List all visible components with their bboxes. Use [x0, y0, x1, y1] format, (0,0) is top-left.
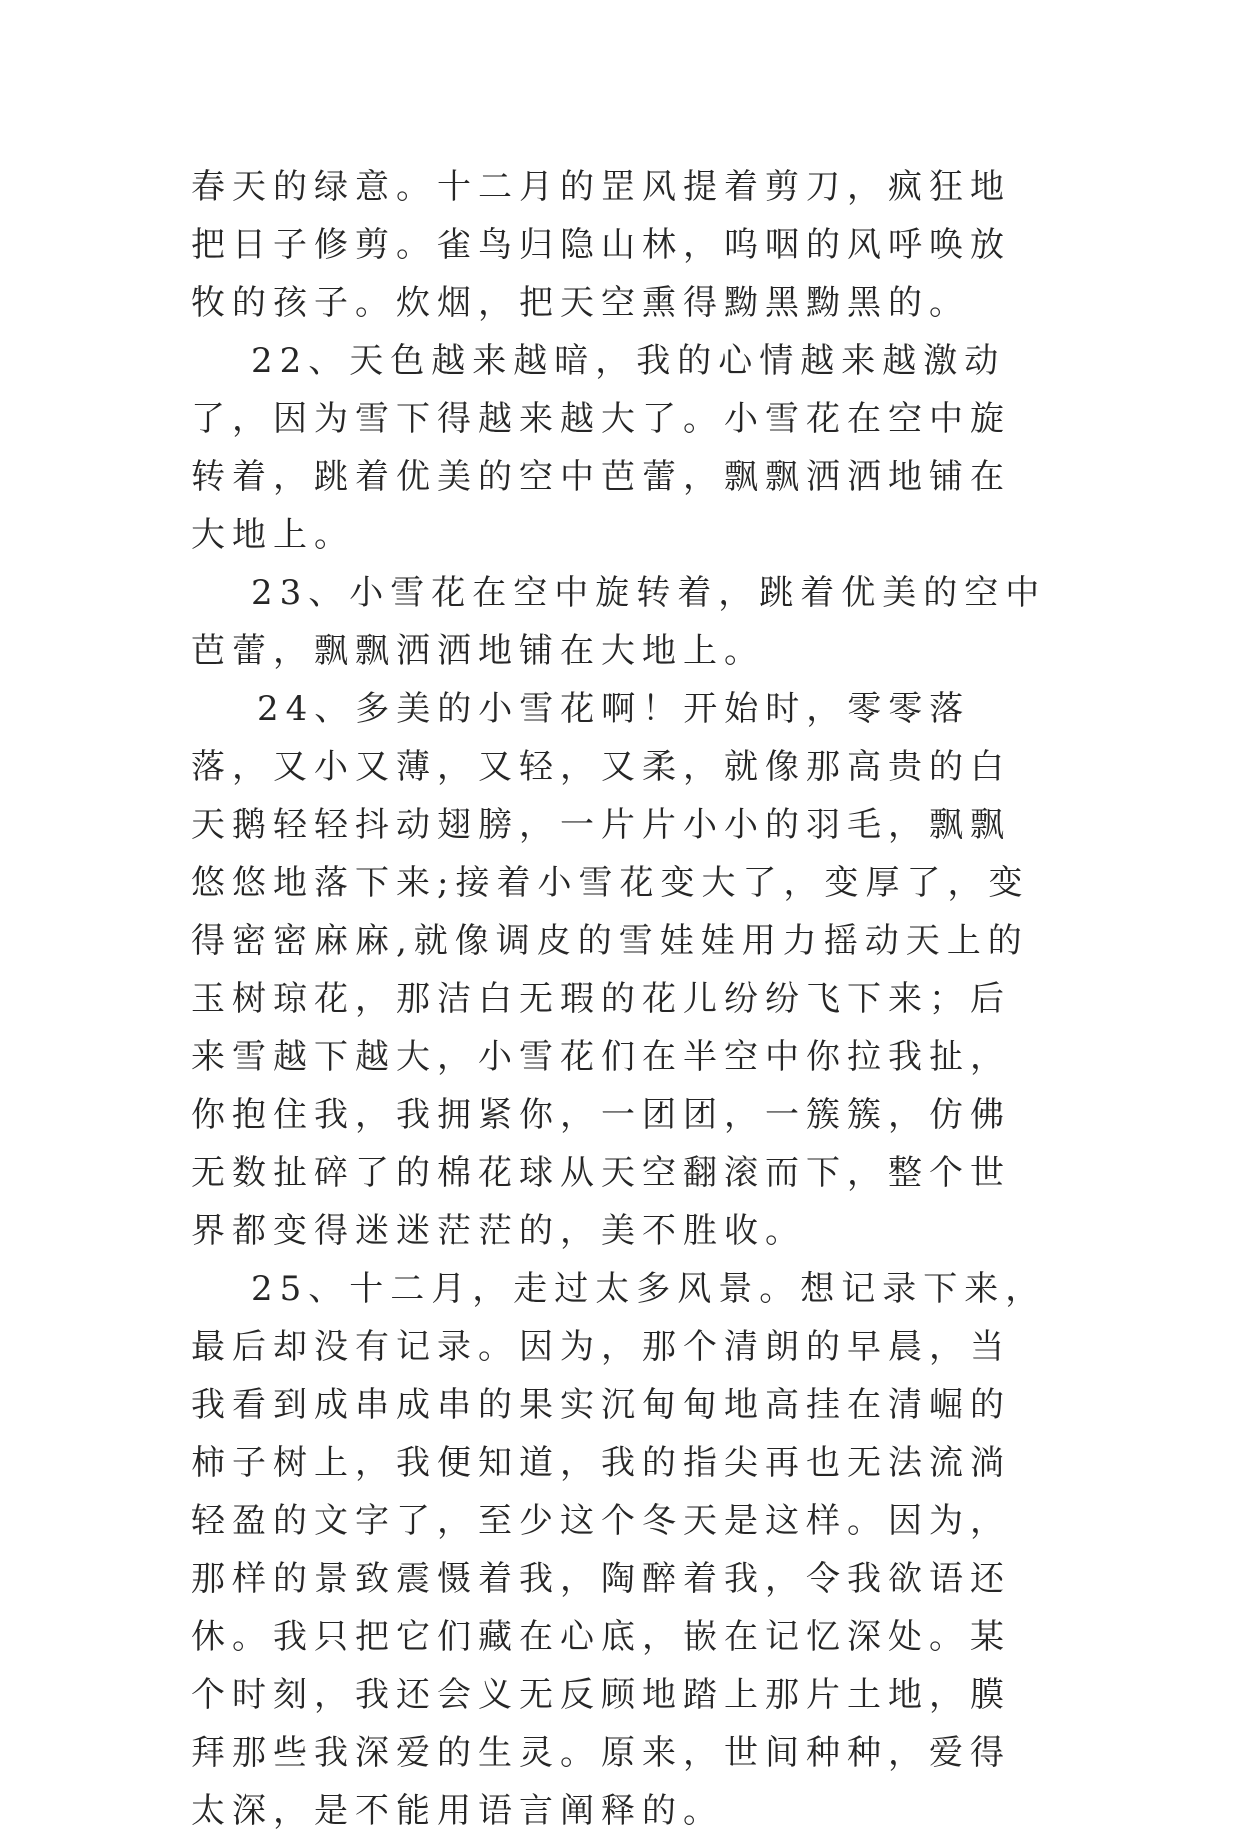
paragraph-22: 22、天色越来越暗，我的心情越来越激动了，因为雪下得越来越大了。小雪花在空中旋转着，跳着优美的空中芭蕾，飘飘洒洒地铺在大地上。 — [191, 341, 1011, 555]
document-body — [191, 158, 1051, 1840]
paragraph-24: 24、多美的小雪花啊！开始时，零零落落，又小又薄，又轻，又柔，就像那高贵的白天鹅轻轻抖动翅膀，一片片小小的羽毛，飘飘悠悠地落下来;接着小雪花变大了，变厚了，变得密密麻麻,就像调皮的雪娃娃用力摇动天上的玉树琼花，那洁白无瑕的花儿纷纷飞下来；后来雪越下越大，小雪花们在半空中你拉我扯，你抱住我，我拥紧你，一团团，一簇簇，仿佛无数扯碎了的棉花球从天空翻滚而下，整个世界都变得迷迷茫茫的，美不胜收。 — [191, 689, 1030, 1251]
paragraph-25: 25、十二月，走过太多风景。想记录下来，最后却没有记录。因为，那个清朗的早晨，当我看到成串成串的果实沉甸甸地高挂在清崛的柿子树上，我便知道，我的指尖再也无法流淌轻盈的文字了，至少这个冬天是这样。因为，那样的景致震慑着我，陶醉着我，令我欲语还休。我只把它们藏在心底，嵌在记忆深处。某个时刻，我还会义无反顾地踏上那片土地，膜拜那些我深爱的生灵。原来，世间种种，爱得太深，是不能用语言阐释的。 — [191, 1269, 1047, 1831]
paragraph-23: 23、小雪花在空中旋转着，跳着优美的空中芭蕾，飘飘洒洒地铺在大地上。 — [191, 573, 1047, 671]
paragraph-continued: 春天的绿意。十二月的罡风提着剪刀，疯狂地把日子修剪。雀鸟归隐山林，呜咽的风呼唤放牧的孩子。炊烟，把天空熏得黝黑黝黑的。 — [191, 167, 1011, 323]
